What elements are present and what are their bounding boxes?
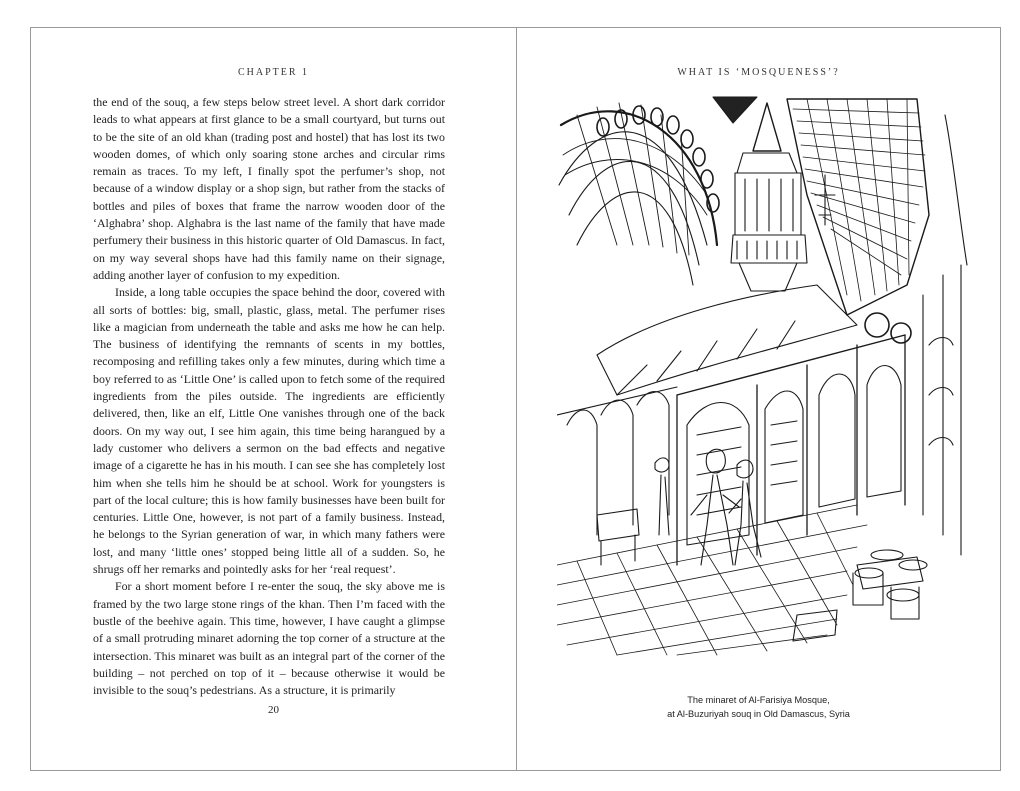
illustration-caption — [517, 693, 1000, 721]
paragraph-2: Inside, a long table occupies the space behind the door, covered with all sorts of bottles: big, small, plastic, glass, metal. The perfumer rises like a magician from underneath the table and asks me how he can help. The business of identifying the remnants of scents in my bottles, recomposing and refilling takes only a few minutes, during which time a boy referred to as ‘Little One’ is called upon to fetch some of the required ingredients from the piles outside. The ingredients are efficiently delivered, then, like an elf, Little One vanishes through one of the back doors. On my way out, I see him again, this time being harangued by a lady customer who delivers a sermon on the bad effects and negative image of a cigarette he has in his mouth. I can see she has completely lost him when she tells him he should be at school. Work for youngsters is part of the local culture; this is how family businesses have been built for centuries. Little One, however, is not part of a family business. Instead, he belongs to the Syrian generation of war, in which many fathers were lost, and many ‘little ones’ stopped being little all of a sudden. So, he shrugs off her remarks and pointedly asks for her ‘real request’. — [93, 285, 445, 577]
running-head-left: CHAPTER 1 — [237, 67, 310, 78]
minaret-sketch-illustration — [557, 95, 977, 659]
right-page — [517, 27, 1000, 771]
running-head-right: WHAT IS ‘MOSQUENESS’? — [677, 67, 840, 78]
body-text — [93, 94, 445, 699]
paragraph-3: For a short moment before I re-enter the souq, the sky above me is framed by the two large stone rings of the khan. Then I’m faced with the bustle of the beehive again. This time, however, I have caught a glimpse of a small protruding minaret adorning the top corner of a structure at the intersection. This minaret was built as an integral part of the corner of the building – not perched on top of it – because otherwise it would be invisible to the souq’s pedestrians. As a structure, it is primarily — [93, 579, 445, 698]
page-number: 20 — [268, 704, 279, 716]
paragraph-1: the end of the souq, a few steps below street level. A short dark corridor leads to what appears at first glance to be a small courtyard, but turns out to be the site of an old khan (trading post and hostel) that has lost its two wooden domes, of which only soaring stone arches and circular rims remain as traces. To my left, I finally spot the perfumer’s shop, not because of a window display or a shop sign, but rather from the stacks of bottles and piles of boxes that frame the narrow wooden door of the ‘Alghabra’ shop. Alghabra is the last name of the family that have made perfumery their business in this historic quarter of Old Damascus. In fact, on my way several shops have had this family name on their signage, adding another layer of confusion to my expedition. — [93, 95, 445, 282]
caption-line-2: at Al-Buzuriyah souq in Old Damascus, Syria — [667, 709, 850, 719]
caption-line-1: The minaret of Al-Farisiya Mosque, — [687, 695, 830, 705]
left-page — [31, 27, 516, 771]
